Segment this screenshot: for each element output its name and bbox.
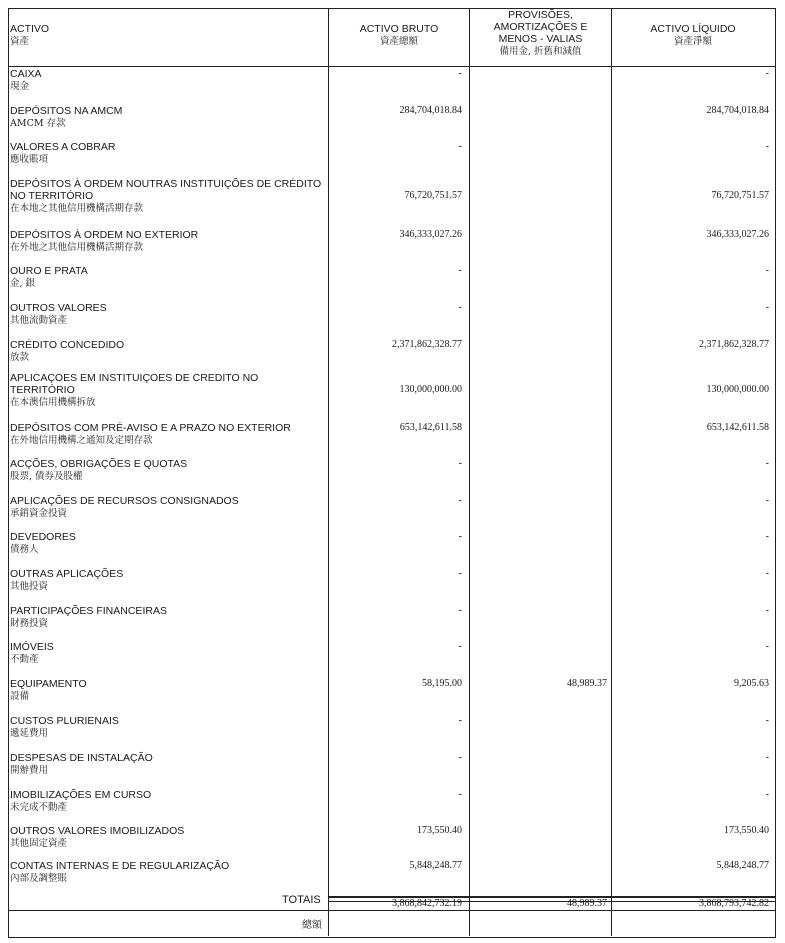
row-value-liquido: 173,550.40 <box>724 825 769 836</box>
row-value-liquido: 130,000,000.00 <box>706 384 769 395</box>
header-provisoes: PROVISÕES, AMORTIZAÇÕES E MENOS - VALIAS 備用金, 折舊和減值 <box>493 9 588 57</box>
row-label-pt: ACÇÕES, OBRIGAÇÕES E QUOTAS <box>10 458 188 470</box>
header-activo-liquido: ACTIVO LÍQUIDO 資產淨額 <box>650 23 736 47</box>
row-value-liquido: - <box>765 495 769 506</box>
row-label-zh: 在外地信用機構之通知及定期存款 <box>10 435 153 446</box>
row-value-liquido: - <box>765 789 769 800</box>
row-value-bruto: - <box>458 789 462 800</box>
row-label <box>10 678 325 703</box>
row-label <box>10 178 325 215</box>
row-value-bruto: - <box>458 641 462 652</box>
row-label <box>10 605 325 630</box>
column-divider <box>611 8 612 936</box>
row-label <box>10 68 325 93</box>
row-label-zh: 承銷資金投資 <box>10 508 68 519</box>
row-label-zh: 財務投資 <box>10 618 49 629</box>
totals-label-zh: 總額 <box>302 920 322 931</box>
row-label-pt: CAIXA <box>10 68 42 80</box>
row-value-bruto: 76,720,751.57 <box>404 190 462 201</box>
totals-provisoes: 48,989.37 <box>567 898 607 909</box>
row-value-bruto: - <box>458 531 462 542</box>
row-label <box>10 531 325 556</box>
row-label <box>10 302 325 327</box>
row-value-liquido: - <box>765 458 769 469</box>
row-value-bruto: 2,371,862,328.77 <box>392 339 462 350</box>
row-label-zh: 未完成不動產 <box>10 802 68 813</box>
row-label-pt: DEPÓSITOS NA AMCM <box>10 105 123 117</box>
row-label <box>10 641 325 666</box>
row-label-zh: 放款 <box>10 352 30 363</box>
row-label-pt: OURO E PRATA <box>10 265 88 277</box>
row-label-pt: EQUIPAMENTO <box>10 678 87 690</box>
row-label-zh: 在外地之其他信用機構活期存款 <box>10 242 144 253</box>
row-label <box>10 752 325 777</box>
row-value-liquido: - <box>765 605 769 616</box>
row-value-liquido: 653,142,611.58 <box>706 422 769 433</box>
row-label-pt: PARTICIPAÇÕES FINANCEIRAS <box>10 605 167 617</box>
row-value-liquido: - <box>765 641 769 652</box>
row-value-liquido: 76,720,751.57 <box>711 190 769 201</box>
row-value-liquido: - <box>765 302 769 313</box>
row-value-liquido: 284,704,018.84 <box>706 105 769 116</box>
row-label <box>10 422 325 447</box>
row-label-pt: DEPÓSITOS COM PRÉ-AVISO E A PRAZO NO EXTERIOR <box>10 422 291 434</box>
row-value-bruto: - <box>458 495 462 506</box>
row-label-zh: 債務人 <box>10 544 39 555</box>
row-value-bruto: 58,195.00 <box>422 678 462 689</box>
row-label-pt: OUTRAS APLICAÇÕES <box>10 568 124 580</box>
row-label-pt: OUTROS VALORES <box>10 302 107 314</box>
row-label-zh: 其他流動資產 <box>10 315 68 326</box>
row-value-bruto: - <box>458 568 462 579</box>
row-label-pt: DESPESAS DE INSTALAÇÃO <box>10 752 153 764</box>
row-label-pt: DEPÓSITOS À ORDEM NO EXTERIOR <box>10 229 199 241</box>
row-value-liquido: - <box>765 568 769 579</box>
row-label-pt: IMOBILIZAÇÕES EM CURSO <box>10 789 152 801</box>
row-label <box>10 715 325 740</box>
row-value-bruto: 653,142,611.58 <box>399 422 462 433</box>
row-value-bruto: 173,550.40 <box>417 825 462 836</box>
totals-label: TOTAIS <box>282 894 321 906</box>
row-label <box>10 339 325 364</box>
header-activo: ACTIVO 資產 <box>10 23 50 47</box>
row-label <box>10 229 325 254</box>
row-label-pt: DEPÓSITOS À ORDEM NOUTRAS INSTITUIÇÕES DE CRÉDITO NO TERRITÓRIO <box>10 178 322 202</box>
row-value-bruto: 130,000,000.00 <box>399 384 462 395</box>
row-value-bruto: - <box>458 752 462 763</box>
row-label-pt: APLICAÇÕES DE RECURSOS CONSIGNADOS <box>10 495 239 507</box>
row-label-zh: 現金 <box>10 81 30 92</box>
row-label-zh: 遞延費用 <box>10 728 49 739</box>
row-label-zh: 其他固定資產 <box>10 838 68 849</box>
row-label-pt: CRÉDITO CONCEDIDO <box>10 339 125 351</box>
row-label <box>10 265 325 290</box>
row-label-zh: 開辦費用 <box>10 765 49 776</box>
row-label <box>10 860 325 885</box>
row-value-liquido: - <box>765 141 769 152</box>
header-activo-bruto: ACTIVO BRUTO 資產總額 <box>359 23 439 47</box>
row-label <box>10 495 325 520</box>
row-value-bruto: 5,848,248.77 <box>409 860 462 871</box>
header-separator <box>8 66 775 67</box>
row-label-pt: CUSTOS PLURIENAIS <box>10 715 119 727</box>
row-value-bruto: - <box>458 141 462 152</box>
row-label <box>10 141 325 166</box>
row-value-liquido: - <box>765 715 769 726</box>
row-label-pt: CONTAS INTERNAS E DE REGULARIZAÇÃO <box>10 860 230 872</box>
row-label-zh: 應收賬項 <box>10 154 49 165</box>
row-value-bruto: 346,333,027.26 <box>399 229 462 240</box>
row-value-liquido: - <box>765 265 769 276</box>
row-value-liquido: - <box>765 752 769 763</box>
row-value-provisoes: 48,989.37 <box>567 678 607 689</box>
row-label-zh: 金, 銀 <box>10 278 36 289</box>
row-value-bruto: - <box>458 302 462 313</box>
row-value-liquido: 346,333,027.26 <box>706 229 769 240</box>
row-label-pt: DEVEDORES <box>10 531 76 543</box>
row-label-zh: 設備 <box>10 691 30 702</box>
totals-bruto: 3,868,842,732.19 <box>392 898 462 909</box>
row-label-zh: 在本澳信用機構拆放 <box>10 397 96 408</box>
row-label-pt: OUTROS VALORES IMOBILIZADOS <box>10 825 185 837</box>
balance-sheet-table <box>8 8 776 938</box>
row-label-pt: APLICAÇOES EM INSTITUIÇOES DE CREDITO NO TERRITÓRIO <box>10 372 259 396</box>
row-value-bruto: - <box>458 715 462 726</box>
row-value-bruto: - <box>458 68 462 79</box>
row-value-bruto: - <box>458 605 462 616</box>
row-label-zh: 在本地之其他信用機構活期存款 <box>10 203 144 214</box>
row-label <box>10 458 325 483</box>
row-label <box>10 372 325 409</box>
row-label-pt: IMÓVEIS <box>10 641 54 653</box>
row-value-liquido: 5,848,248.77 <box>716 860 769 871</box>
row-value-bruto: - <box>458 265 462 276</box>
row-label <box>10 105 325 130</box>
row-label-zh: AMCM 存款 <box>10 118 66 129</box>
row-value-liquido: - <box>765 531 769 542</box>
row-value-bruto: 284,704,018.84 <box>399 105 462 116</box>
row-label <box>10 825 325 850</box>
row-label-zh: 股票, 債券及股權 <box>10 471 83 482</box>
row-label-zh: 內部及調整賬 <box>10 873 68 884</box>
column-divider <box>328 8 329 936</box>
row-label-zh: 不動產 <box>10 654 39 665</box>
row-label <box>10 789 325 814</box>
row-label-pt: VALORES A COBRAR <box>10 141 116 153</box>
totals-liquido: 3,868,793,742.82 <box>699 898 769 909</box>
row-label <box>10 568 325 593</box>
row-value-liquido: 2,371,862,328.77 <box>699 339 769 350</box>
row-value-liquido: - <box>765 68 769 79</box>
row-value-liquido: 9,205.63 <box>734 678 769 689</box>
column-divider <box>469 8 470 936</box>
row-value-bruto: - <box>458 458 462 469</box>
totals-bottom-line <box>8 910 775 911</box>
row-label-zh: 其他投資 <box>10 581 49 592</box>
